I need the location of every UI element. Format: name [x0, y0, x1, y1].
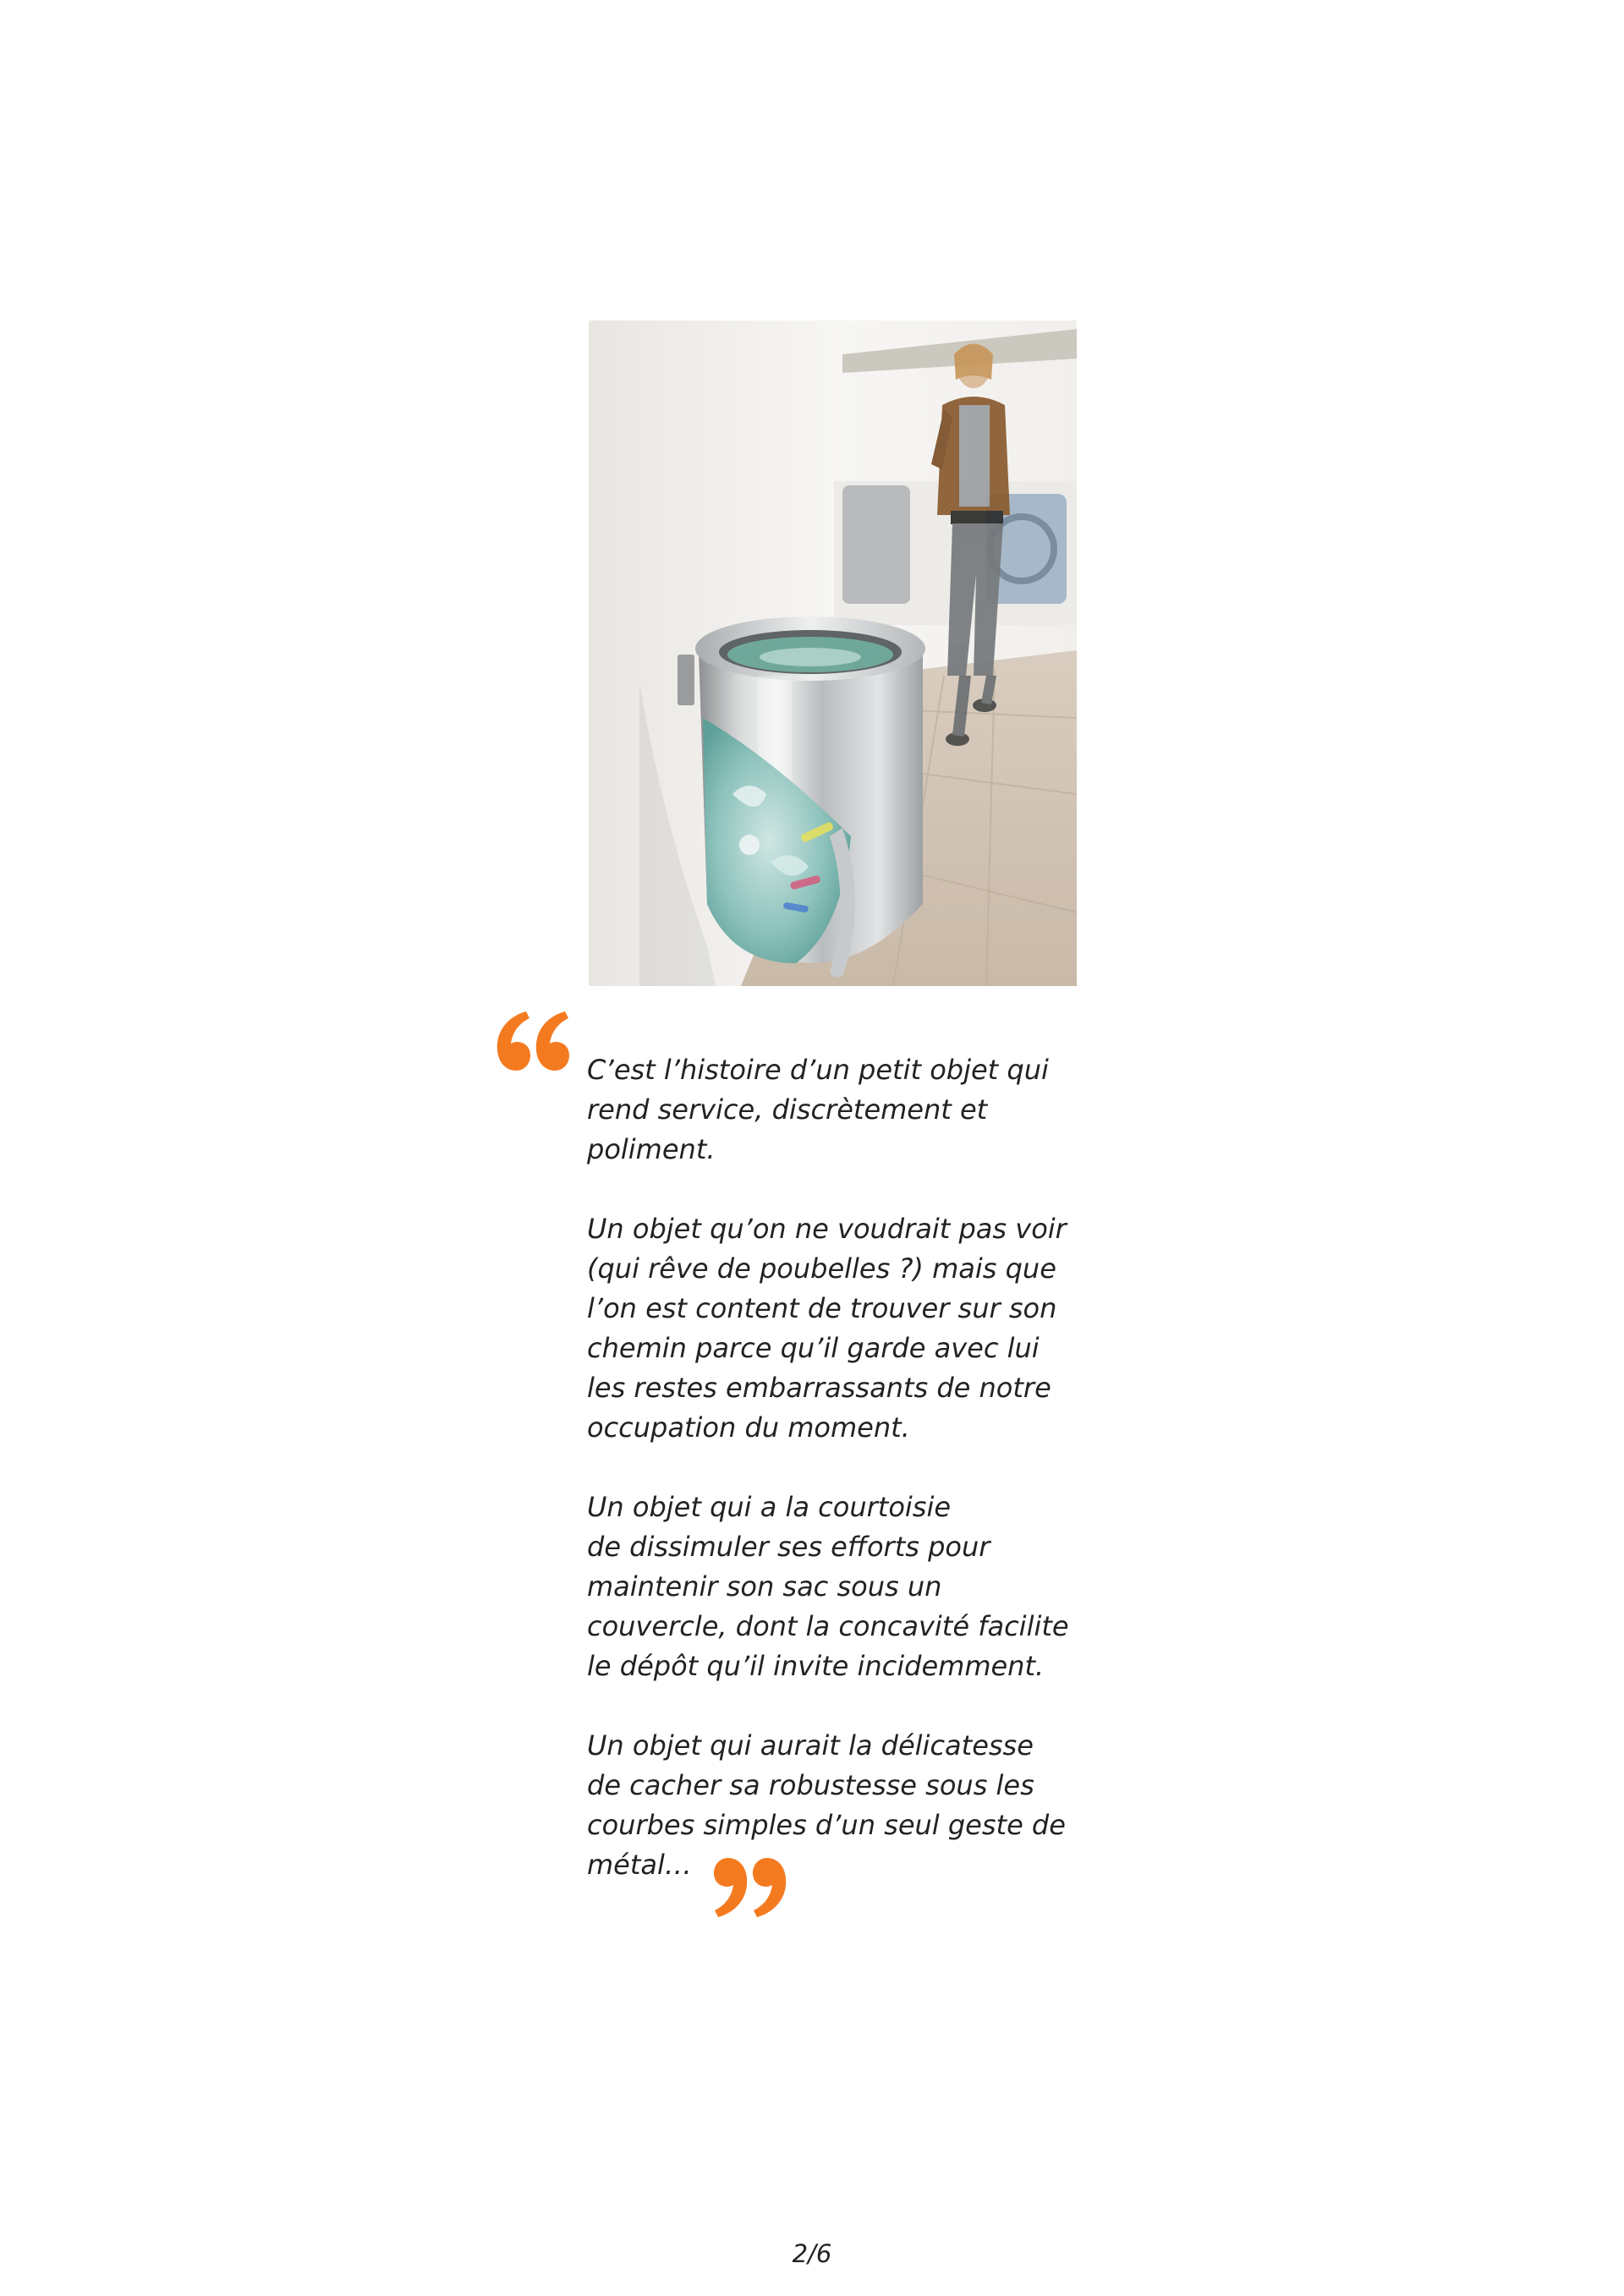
quote-paragraph: Un objet qu’on ne voudrait pas voir (qui rêve de poubelles ?) mais que l’on est content de trouver sur son chemin parce qu’il garde avec lui les restes embarrassants de notre occupation du moment.: [587, 1213, 1067, 1444]
quote-paragraph: C’est l’histoire d’un petit objet qui rend service, discrètement et poliment.: [587, 1054, 1049, 1165]
opening-quote-mark-icon: [492, 1005, 570, 1081]
quote-paragraph: Un objet qui aurait la délicatesse de cacher sa robustesse sous les courbes simples d’un seul geste de métal…: [587, 1729, 1066, 1881]
closing-quote-mark-icon: [713, 1848, 791, 1924]
quote-text: [587, 1050, 1095, 1885]
quote-paragraph: Un objet qui a la courtoisie de dissimuler ses efforts pour maintenir son sac sous un couvercle, dont la concavité facilite le dépôt qu’il invite incidemment.: [587, 1491, 1069, 1682]
product-photo: [589, 321, 1077, 986]
product-photo-illustration: [589, 321, 1077, 986]
page-number: 2/6: [792, 2239, 832, 2268]
